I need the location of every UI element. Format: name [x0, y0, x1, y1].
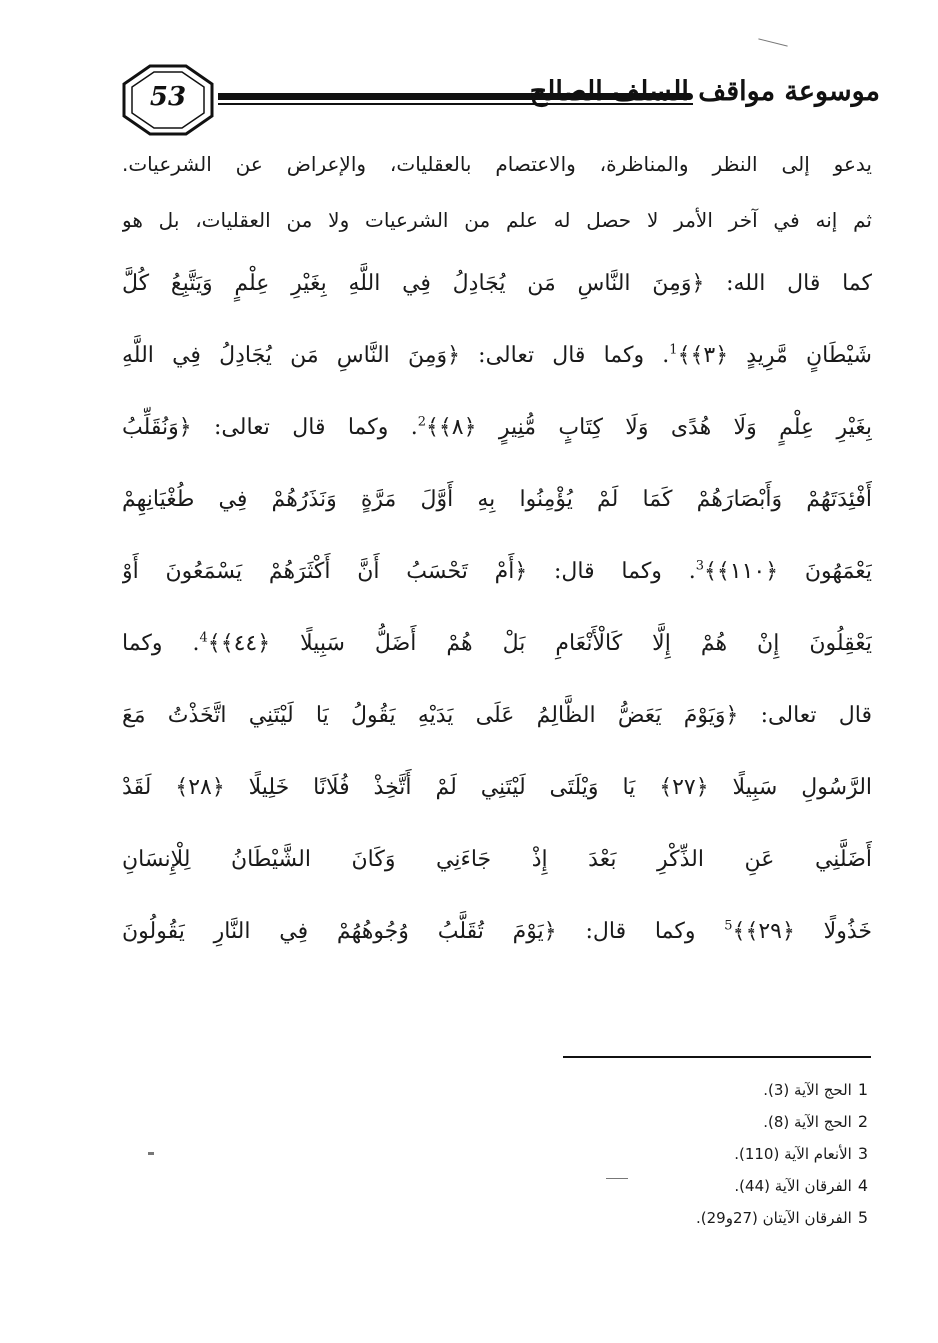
body-line-12	[122, 896, 872, 968]
footnote-number: 5	[857, 1208, 868, 1227]
footnote-item	[448, 1106, 868, 1138]
footnote-ref: 5	[724, 918, 733, 934]
footnote-text: الأنعام الآية (110).	[734, 1145, 852, 1163]
body-line-10: الرَّسُولِ سَبِيلًا ﴿٢٧﴾ يَا وَيْلَتَى لَيْتَنِي لَمْ أَتَّخِذْ فُلَانًا خَلِيلًا ﴿٢٨﴾ لَقَدْ	[122, 775, 872, 800]
verse-text: يَعْقِلُونَ إِنْ هُمْ إِلَّا كَالْأَنْعَامِ بَلْ هُمْ أَضَلُّ سَبِيلًا ﴿٤٤﴾﴾	[207, 631, 872, 656]
footnote-text: الحج الآية (3).	[763, 1081, 852, 1099]
body-line-6: أَفْئِدَتَهُمْ وَأَبْصَارَهُمْ كَمَا لَمْ يُؤْمِنُوا بِهِ أَوَّلَ مَرَّةٍ وَنَذَرُهُمْ فِي طُغْيَانِهِمْ	[122, 487, 872, 512]
verse-text: . وكما قال تعالى: ﴿وَمِنَ النَّاسِ مَن يُجَادِلُ فِي اللَّهِ	[122, 343, 670, 368]
verse-text: شَيْطَانٍ مَّرِيدٍ ﴿٣﴾﴾	[677, 343, 872, 368]
page-number-badge	[120, 62, 216, 138]
footnote-ref: 2	[417, 414, 426, 430]
footnote-text: الفرقان الآيتان (27و29).	[695, 1209, 852, 1227]
verse-text: وكما قال: ﴿يَوْمَ تُقَلَّبُ وُجُوهُهُمْ فِي النَّارِ يَقُولُونَ	[122, 919, 725, 944]
body-line-5	[122, 392, 872, 464]
page-number: 53	[149, 82, 187, 112]
body-line-1: يدعو إلى النظر والمناظرة، والاعتصام بالعقليات، والإعراض عن الشرعيات.	[122, 152, 872, 176]
footnote-text: الفرقان الآية (44).	[734, 1177, 852, 1195]
body-text	[122, 136, 872, 968]
footnote-ref: 3	[695, 558, 704, 574]
verse-text: بِغَيْرِ عِلْمٍ وَلَا هُدًى وَلَا كِتَابٍ مُّنِيرٍ ﴿٨﴾﴾	[425, 415, 872, 440]
footnote-ref: 4	[199, 630, 208, 646]
footnote-item	[448, 1170, 868, 1202]
body-line-7	[122, 536, 872, 608]
footnote-number: 3	[857, 1144, 868, 1163]
series-title: موسوعة مواقف السلف الصالح	[529, 76, 880, 107]
verse-text: خَذُولًا ﴿٢٩﴾﴾	[732, 919, 872, 944]
body-line-8	[122, 608, 872, 680]
footnote-item	[448, 1202, 868, 1234]
body-line-2: ثم إنه في آخر الأمر لا حصل له علم من الشرعيات ولا من العقليات، بل هو	[122, 208, 872, 232]
body-line-4	[122, 320, 872, 392]
footnote-item	[448, 1074, 868, 1106]
footnotes	[448, 1074, 868, 1234]
footnote-number: 1	[857, 1080, 868, 1099]
footnote-separator	[563, 1056, 871, 1058]
verse-text: يَعْمَهُونَ ﴿١١٠﴾﴾	[703, 559, 872, 584]
body-line-9: قال تعالى: ﴿وَيَوْمَ يَعَضُّ الظَّالِمُ عَلَى يَدَيْهِ يَقُولُ يَا لَيْتَنِي اتَّخَذْتُ مَعَ	[122, 703, 872, 728]
footnote-number: 2	[857, 1112, 868, 1131]
footnote-item	[448, 1138, 868, 1170]
page-header	[110, 62, 880, 138]
footnote-ref: 1	[669, 342, 678, 358]
body-line-11: أَضَلَّنِي عَنِ الذِّكْرِ بَعْدَ إِذْ جَاءَنِي وَكَانَ الشَّيْطَانُ لِلْإِنسَانِ	[122, 847, 872, 872]
footnote-text: الحج الآية (8).	[763, 1113, 852, 1131]
footnote-number: 4	[857, 1176, 868, 1195]
body-line-3: كما قال الله: ﴿وَمِنَ النَّاسِ مَن يُجَادِلُ فِي اللَّهِ بِغَيْرِ عِلْمٍ وَيَتَّبِعُ كُلَّ	[122, 271, 872, 296]
verse-text: . وكما قال: ﴿أَمْ تَحْسَبُ أَنَّ أَكْثَرَهُمْ يَسْمَعُونَ أَوْ	[122, 559, 696, 584]
verse-text: . وكما	[122, 631, 200, 656]
verse-text: . وكما قال تعالى: ﴿وَنُقَلِّبُ	[122, 415, 418, 440]
